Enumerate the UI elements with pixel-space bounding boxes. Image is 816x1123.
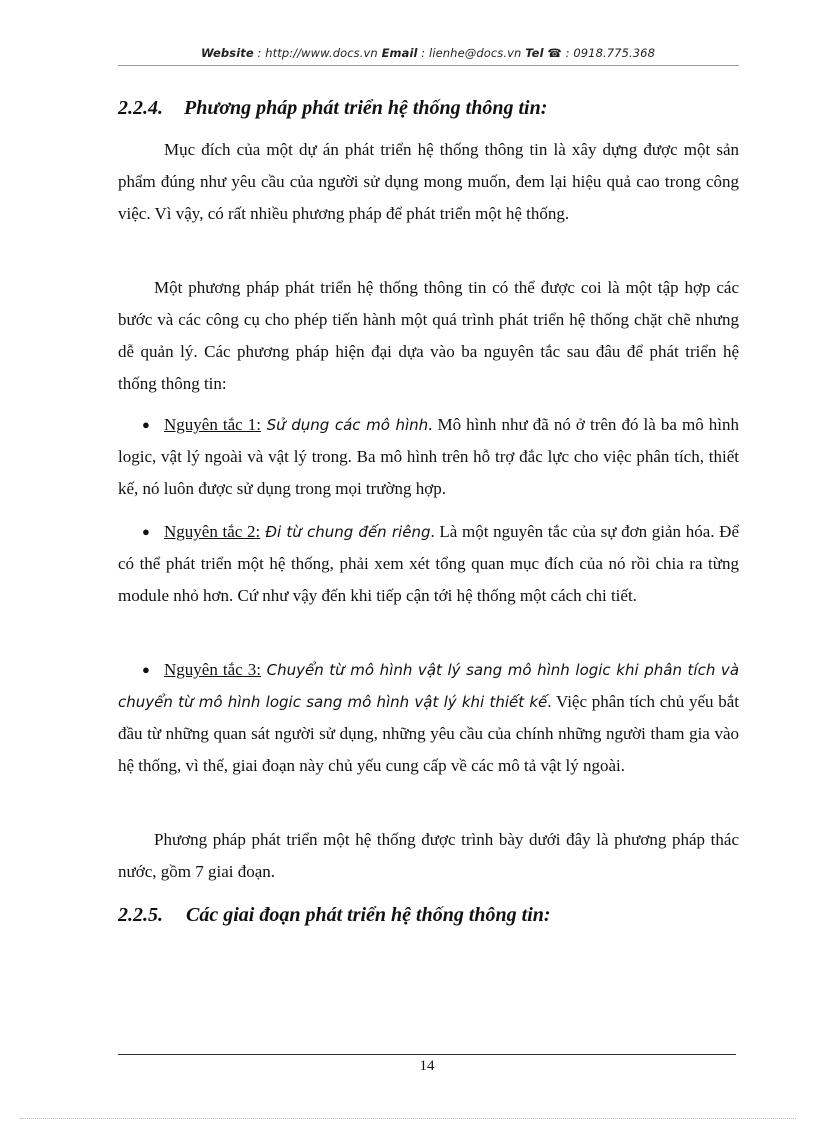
bullet-dot-icon: ●: [142, 662, 150, 677]
tel-label: Tel: [525, 46, 544, 60]
paragraph-waterfall: Phương pháp phát triển một hệ thống được trình bày dưới đây là phương pháp thác nước, gồm 7 giai đoạn.: [118, 830, 739, 881]
section-number: 2.2.5.: [118, 904, 163, 926]
principle-description: . Mô hình như đã nó ở trên đó là ba mô hình logic, vật lý ngoài và vật lý trong. Ba mô hình trên hỗ trợ đắc lực cho việc phân tích, thiết kế, nó luôn được sử dụng trong mọi trường hợp.: [118, 415, 739, 498]
paragraph-purpose: Mục đích của một dự án phát triển hệ thống thông tin là xây dựng được một sản phẩm đúng như yêu cầu của người sử dụng mong muốn, đem lại hiệu quả cao trong công việc. Vì vậy, có rất nhiều phương pháp để phát triển một hệ thống.: [118, 140, 739, 223]
email-label: Email: [381, 46, 418, 60]
page-number: 14: [419, 1058, 435, 1074]
section-title: Phương pháp phát triển hệ thống thông tin:: [184, 97, 548, 119]
page-bottom-border: [20, 1118, 796, 1119]
section-heading-2-2-5: [118, 904, 551, 927]
principle-label: Nguyên tắc 2:: [164, 522, 261, 541]
tel-value: : 0918.775.368: [561, 46, 655, 60]
principle-label: Nguyên tắc 3:: [164, 660, 262, 679]
phone-icon: ☎: [547, 46, 562, 60]
principle-label: Nguyên tắc 1:: [164, 415, 261, 434]
section-title: Các giai đoạn phát triển hệ thống thông tin:: [186, 904, 551, 926]
bullet-principle-1: [118, 409, 739, 505]
principle-name: Sử dụng các mô hình: [261, 416, 429, 434]
bullet-principle-2: [118, 516, 739, 612]
email-value: : lienhe@docs.vn: [417, 46, 526, 60]
section-number: 2.2.4.: [118, 97, 163, 119]
principle-name: Chuyển từ mô hình vật lý sang mô hình logic khi phân tích và chuyển từ mô hình logic sang mô hình vật lý khi thiết kế: [118, 661, 740, 711]
principle-name: Đi từ chung đến riêng: [260, 523, 431, 541]
bullet-dot-icon: ●: [142, 417, 150, 432]
bullet-dot-icon: ●: [142, 524, 150, 539]
footer-divider: [118, 1054, 736, 1055]
website-value: : http://www.docs.vn: [253, 46, 382, 60]
principle-description: . Là một nguyên tắc của sự đơn giản hóa. Để có thể phát triển một hệ thống, phải xem xét tổng quan mục đích của nó rồi chia ra từng module nhỏ hơn. Cứ như vậy đến khi tiếp cận tới hệ thống một cách chi tiết.: [118, 522, 739, 605]
page-header: [118, 46, 738, 60]
website-label: Website: [200, 46, 254, 60]
principle-description: . Việc phân tích chủ yếu bắt đầu từ những quan sát người sử dụng, những yêu cầu của chính những người tham gia vào hệ thống, vì thế, giai đoạn này chủ yếu cung cấp về các mô tả vật lý ngoài.: [118, 692, 739, 775]
bullet-principle-3: [118, 654, 739, 782]
section-heading-2-2-4: [118, 97, 547, 120]
header-divider: [118, 65, 739, 66]
paragraph-method-definition: Một phương pháp phát triển hệ thống thông tin có thể được coi là một tập hợp các bước và các công cụ cho phép tiến hành một quá trình phát triển hệ thống chặt chẽ nhưng dễ quản lý. Các phương pháp hiện đại dựa vào ba nguyên tắc sau đâu để phát triển hệ thống thông tin:: [118, 278, 739, 393]
